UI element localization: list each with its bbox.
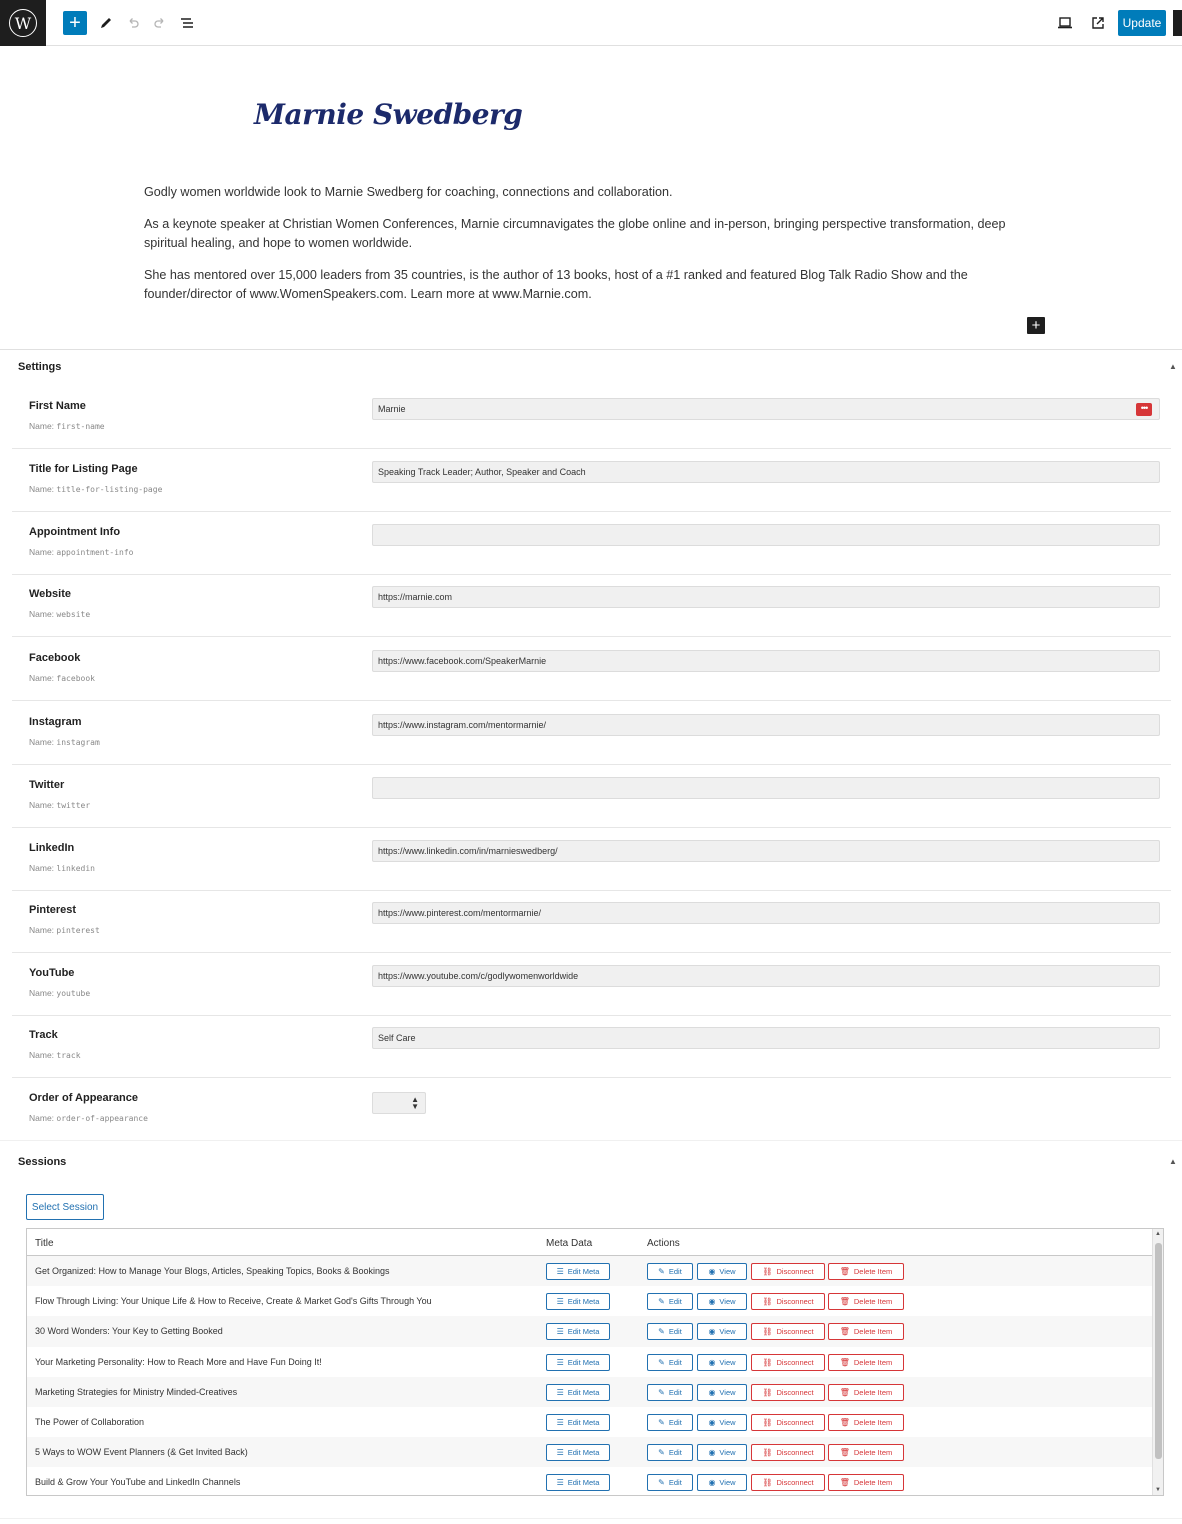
field-row-instagram xyxy=(12,703,1171,765)
field-name-prefix: Name: xyxy=(29,484,55,494)
table-row xyxy=(27,1377,1152,1407)
view-button[interactable] xyxy=(697,1384,747,1401)
field-name-code: website xyxy=(56,610,91,619)
view-button-label: View xyxy=(719,1267,736,1276)
field-name-code: first-name xyxy=(56,422,105,431)
trash-icon: 🗑 xyxy=(839,1448,850,1458)
edit-button-label: Edit xyxy=(668,1387,682,1397)
field-name-code: order-of-appearance xyxy=(56,1114,148,1123)
field-row-twitter xyxy=(12,766,1171,828)
field-name-prefix: Name: xyxy=(29,547,55,557)
disconnect-button-label: Disconnect xyxy=(776,1478,814,1488)
field-name-prefix: Name: xyxy=(29,421,55,431)
trash-icon: 🗑 xyxy=(839,1478,850,1488)
unlink-icon: ⛓ xyxy=(762,1478,773,1488)
edit-meta-button-label: Edit Meta xyxy=(567,1418,600,1427)
column-header-meta: Meta Data xyxy=(546,1238,593,1249)
view-button[interactable] xyxy=(697,1414,747,1431)
content-paragraph[interactable]: Godly women worldwide look to Marnie Swedberg for coaching, connections and collaboration. xyxy=(144,185,673,199)
delete-item-button[interactable] xyxy=(828,1444,904,1461)
database-icon: ☰ xyxy=(556,1418,564,1427)
field-label: Website xyxy=(29,588,71,600)
database-icon: ☰ xyxy=(556,1267,564,1276)
select-session-button[interactable]: Select Session xyxy=(26,1194,104,1220)
field-name-hint xyxy=(29,484,162,494)
eye-icon: ◉ xyxy=(708,1478,716,1488)
disconnect-button-label: Disconnect xyxy=(776,1418,814,1427)
field-row-website xyxy=(12,575,1171,637)
site-title-logo: Marnie Swedberg xyxy=(254,98,523,131)
settings-toggle-button[interactable] xyxy=(1173,10,1182,36)
edit-meta-button-label: Edit Meta xyxy=(567,1387,600,1397)
field-name-prefix: Name: xyxy=(29,1113,55,1123)
edit-meta-button[interactable] xyxy=(546,1474,610,1491)
session-title: Get Organized: How to Manage Your Blogs, Articles, Speaking Topics, Books & Bookings xyxy=(35,1266,390,1276)
view-button[interactable] xyxy=(697,1444,747,1461)
delete-item-button[interactable] xyxy=(828,1263,904,1280)
field-row-appointment-info xyxy=(12,513,1171,575)
session-title: Build & Grow Your YouTube and LinkedIn Channels xyxy=(35,1477,241,1488)
field-label: Title for Listing Page xyxy=(29,463,138,475)
field-row-order-of-appearance xyxy=(12,1079,1171,1141)
edit-meta-button[interactable] xyxy=(546,1323,610,1340)
edit-button-label: Edit xyxy=(668,1297,682,1307)
youtube-input[interactable] xyxy=(372,965,1160,987)
collapse-caret-icon[interactable]: ▲ xyxy=(1169,1157,1177,1166)
field-row-facebook xyxy=(12,639,1171,701)
facebook-input[interactable] xyxy=(372,650,1160,672)
field-row-pinterest xyxy=(12,891,1171,953)
edit-icon: ✎ xyxy=(658,1297,665,1307)
disconnect-button[interactable] xyxy=(751,1414,825,1431)
unlink-icon: ⛓ xyxy=(762,1267,773,1276)
view-button-label: View xyxy=(719,1478,736,1488)
disconnect-button[interactable] xyxy=(751,1444,825,1461)
track-input[interactable] xyxy=(372,1027,1160,1049)
edit-meta-button[interactable] xyxy=(546,1293,610,1310)
twitter-input[interactable] xyxy=(372,777,1160,799)
field-name-code: youtube xyxy=(56,989,91,998)
disconnect-button[interactable] xyxy=(751,1384,825,1401)
website-input[interactable] xyxy=(372,586,1160,608)
database-icon: ☰ xyxy=(556,1387,564,1397)
edit-button[interactable] xyxy=(647,1354,693,1371)
edit-meta-button-label: Edit Meta xyxy=(567,1267,600,1276)
view-button-label: View xyxy=(719,1327,736,1337)
delete-item-button[interactable] xyxy=(828,1414,904,1431)
divider xyxy=(0,1518,1182,1519)
editor-toolbar xyxy=(0,0,1182,46)
edit-button[interactable] xyxy=(647,1474,693,1491)
disconnect-button-label: Disconnect xyxy=(776,1297,814,1307)
field-name-prefix: Name: xyxy=(29,673,55,683)
view-button[interactable] xyxy=(697,1354,747,1371)
table-row xyxy=(27,1347,1152,1377)
edit-meta-button-label: Edit Meta xyxy=(567,1357,600,1367)
table-row xyxy=(27,1437,1152,1467)
plus-icon: + xyxy=(1031,317,1041,334)
field-name-hint xyxy=(29,421,105,431)
view-button-label: View xyxy=(719,1297,736,1307)
eye-icon: ◉ xyxy=(708,1267,716,1276)
delete-item-button-label: Delete Item xyxy=(853,1387,893,1397)
scrollbar-thumb[interactable] xyxy=(1155,1243,1162,1459)
field-name-code: instagram xyxy=(56,738,100,747)
external-link-icon xyxy=(1091,16,1105,30)
edit-button-label: Edit xyxy=(668,1327,682,1337)
disconnect-button-label: Disconnect xyxy=(776,1357,814,1367)
view-post-button[interactable] xyxy=(1086,11,1110,35)
edit-meta-button[interactable] xyxy=(546,1263,610,1280)
view-button-label: View xyxy=(719,1448,736,1458)
scroll-up-icon[interactable]: ▲ xyxy=(1155,1231,1161,1237)
field-name-hint xyxy=(29,609,90,619)
field-row-track xyxy=(12,1016,1171,1078)
field-name-hint xyxy=(29,1050,81,1060)
delete-item-button-label: Delete Item xyxy=(853,1267,893,1276)
eye-icon: ◉ xyxy=(708,1297,716,1307)
edit-button-label: Edit xyxy=(668,1267,682,1276)
sessions-panel-title[interactable]: Sessions xyxy=(18,1156,67,1168)
settings-panel-title[interactable]: Settings xyxy=(18,361,62,373)
edit-meta-button[interactable] xyxy=(546,1444,610,1461)
disconnect-button[interactable] xyxy=(751,1474,825,1491)
content-paragraph[interactable]: She has mentored over 15,000 leaders from 35 countries, is the author of 13 books, host of a #1 ranked and featured Blog Talk Radio Show and the founder/director of www.WomenSpeakers.com. Learn more at www.Marnie.com. xyxy=(144,268,968,301)
delete-item-button[interactable] xyxy=(828,1384,904,1401)
table-row xyxy=(27,1316,1152,1346)
eye-icon: ◉ xyxy=(708,1418,716,1427)
edit-meta-button-label: Edit Meta xyxy=(567,1478,600,1488)
unlink-icon: ⛓ xyxy=(762,1327,773,1337)
eye-icon: ◉ xyxy=(708,1448,716,1458)
linkedin-input[interactable] xyxy=(372,840,1160,862)
edit-meta-button-label: Edit Meta xyxy=(567,1297,600,1307)
disconnect-button-label: Disconnect xyxy=(776,1267,814,1276)
edit-button-label: Edit xyxy=(668,1478,682,1488)
session-title: Your Marketing Personality: How to Reach More and Have Fun Doing It! xyxy=(35,1356,322,1367)
unlink-icon: ⛓ xyxy=(762,1297,773,1307)
field-row-linkedin xyxy=(12,829,1171,891)
field-row-first-name xyxy=(12,387,1171,449)
edit-icon: ✎ xyxy=(658,1267,665,1276)
edit-meta-button-label: Edit Meta xyxy=(567,1448,600,1458)
trash-icon: 🗑 xyxy=(839,1357,850,1367)
redo-button[interactable] xyxy=(148,11,172,35)
edit-button[interactable] xyxy=(647,1323,693,1340)
field-name-code: appointment-info xyxy=(56,548,134,557)
database-icon: ☰ xyxy=(556,1327,564,1337)
pinterest-input[interactable] xyxy=(372,902,1160,924)
field-label: Twitter xyxy=(29,779,65,791)
table-row xyxy=(27,1467,1152,1496)
field-label: YouTube xyxy=(29,967,75,979)
field-label: Appointment Info xyxy=(29,526,121,538)
field-label: Instagram xyxy=(29,716,82,728)
session-title: Flow Through Living: Your Unique Life & How to Receive, Create & Market God's Gifts Through You xyxy=(35,1296,432,1307)
field-name-code: linkedin xyxy=(56,864,95,873)
field-name-prefix: Name: xyxy=(29,609,55,619)
eye-icon: ◉ xyxy=(708,1327,716,1337)
session-title: Marketing Strategies for Ministry Minded-Creatives xyxy=(35,1386,238,1397)
field-name-hint xyxy=(29,737,100,747)
field-name-code: pinterest xyxy=(56,926,100,935)
disconnect-button-label: Disconnect xyxy=(776,1387,814,1397)
disconnect-button-label: Disconnect xyxy=(776,1448,814,1458)
edit-icon: ✎ xyxy=(658,1478,665,1488)
edit-button[interactable] xyxy=(647,1293,693,1310)
disconnect-button[interactable] xyxy=(751,1354,825,1371)
field-name-hint xyxy=(29,800,90,810)
disconnect-button[interactable] xyxy=(751,1293,825,1310)
session-title: 30 Word Wonders: Your Key to Getting Booked xyxy=(35,1326,223,1337)
field-name-code: title-for-listing-page xyxy=(56,485,163,494)
edit-meta-button-label: Edit Meta xyxy=(567,1327,600,1337)
field-name-code: twitter xyxy=(56,801,91,810)
delete-item-button-label: Delete Item xyxy=(853,1418,893,1427)
delete-item-button[interactable] xyxy=(828,1474,904,1491)
disconnect-button[interactable] xyxy=(751,1263,825,1280)
field-name-prefix: Name: xyxy=(29,1050,55,1060)
database-icon: ☰ xyxy=(556,1448,564,1458)
trash-icon: 🗑 xyxy=(839,1327,850,1337)
first-name-input[interactable] xyxy=(372,398,1160,420)
plus-icon: + xyxy=(69,12,81,34)
tools-button[interactable] xyxy=(94,11,118,35)
field-name-hint xyxy=(29,1113,148,1123)
field-name-hint xyxy=(29,863,95,873)
session-title: The Power of Collaboration xyxy=(35,1417,145,1427)
edit-icon: ✎ xyxy=(658,1327,665,1337)
field-row-youtube xyxy=(12,954,1171,1016)
field-name-prefix: Name: xyxy=(29,988,55,998)
edit-meta-button[interactable] xyxy=(546,1414,610,1431)
wordpress-logo-button[interactable] xyxy=(0,0,46,46)
edit-meta-button[interactable] xyxy=(546,1384,610,1401)
update-button[interactable]: Update xyxy=(1118,10,1166,36)
more-options-icon[interactable]: ••• xyxy=(1136,403,1152,416)
view-button[interactable] xyxy=(697,1323,747,1340)
edit-button-label: Edit xyxy=(668,1418,682,1427)
edit-button[interactable] xyxy=(647,1414,693,1431)
field-label: LinkedIn xyxy=(29,842,75,854)
undo-button[interactable] xyxy=(121,11,145,35)
field-name-code: facebook xyxy=(56,674,95,683)
field-name-prefix: Name: xyxy=(29,925,55,935)
add-block-button[interactable] xyxy=(63,11,87,35)
table-row xyxy=(27,1407,1152,1437)
field-name-prefix: Name: xyxy=(29,863,55,873)
order-of-appearance-input[interactable] xyxy=(372,1092,426,1114)
eye-icon: ◉ xyxy=(708,1357,716,1367)
eye-icon: ◉ xyxy=(708,1387,716,1397)
delete-item-button-label: Delete Item xyxy=(853,1478,893,1488)
edit-icon: ✎ xyxy=(658,1357,665,1367)
field-name-code: track xyxy=(56,1051,81,1060)
delete-item-button[interactable] xyxy=(828,1293,904,1310)
field-row-title-for-listing-page xyxy=(12,450,1171,512)
field-label: Order of Appearance xyxy=(29,1092,139,1104)
list-view-icon xyxy=(179,16,195,30)
trash-icon: 🗑 xyxy=(839,1267,850,1276)
view-button[interactable] xyxy=(697,1474,747,1491)
wordpress-icon: W xyxy=(9,9,37,37)
table-header xyxy=(27,1229,1152,1256)
view-button-label: View xyxy=(719,1418,736,1427)
field-name-hint xyxy=(29,925,100,935)
database-icon: ☰ xyxy=(556,1357,564,1367)
delete-item-button-label: Delete Item xyxy=(853,1327,893,1337)
field-label: First Name xyxy=(29,400,86,412)
appointment-info-input[interactable] xyxy=(372,524,1160,546)
field-label: Track xyxy=(29,1029,58,1041)
spinner-icon[interactable]: ▲ ▼ xyxy=(411,1095,419,1111)
inline-add-block-button[interactable] xyxy=(1027,317,1045,334)
divider xyxy=(0,349,1182,350)
view-button[interactable] xyxy=(697,1293,747,1310)
edit-button[interactable] xyxy=(647,1263,693,1280)
field-name-hint xyxy=(29,673,95,683)
delete-item-button-label: Delete Item xyxy=(853,1357,893,1367)
table-row xyxy=(27,1256,1152,1286)
edit-button-label: Edit xyxy=(668,1357,682,1367)
view-button[interactable] xyxy=(697,1263,747,1280)
field-name-hint xyxy=(29,988,90,998)
column-header-title: Title xyxy=(35,1238,54,1249)
unlink-icon: ⛓ xyxy=(762,1418,773,1427)
delete-item-button-label: Delete Item xyxy=(853,1297,893,1307)
unlink-icon: ⛓ xyxy=(762,1357,773,1367)
delete-item-button[interactable] xyxy=(828,1354,904,1371)
collapse-caret-icon[interactable]: ▲ xyxy=(1169,362,1177,371)
session-title: 5 Ways to WOW Event Planners (& Get Invited Back) xyxy=(35,1447,248,1458)
field-label: Pinterest xyxy=(29,904,77,916)
unlink-icon: ⛓ xyxy=(762,1448,773,1458)
instagram-input[interactable] xyxy=(372,714,1160,736)
database-icon: ☰ xyxy=(556,1478,564,1488)
edit-button-label: Edit xyxy=(668,1448,682,1458)
delete-item-button[interactable] xyxy=(828,1323,904,1340)
table-scrollbar[interactable] xyxy=(1152,1229,1163,1495)
trash-icon: 🗑 xyxy=(839,1387,850,1397)
field-label: Facebook xyxy=(29,652,81,664)
edit-icon: ✎ xyxy=(658,1387,665,1397)
divider xyxy=(0,1140,1182,1141)
preview-icon xyxy=(1057,16,1073,30)
scroll-down-icon[interactable]: ▼ xyxy=(1155,1487,1161,1493)
edit-button[interactable] xyxy=(647,1384,693,1401)
field-name-prefix: Name: xyxy=(29,800,55,810)
field-name-hint xyxy=(29,547,133,557)
edit-meta-button[interactable] xyxy=(546,1354,610,1371)
column-header-actions: Actions xyxy=(647,1238,680,1249)
disconnect-button-label: Disconnect xyxy=(776,1327,814,1337)
trash-icon: 🗑 xyxy=(839,1418,850,1427)
edit-button[interactable] xyxy=(647,1444,693,1461)
table-row xyxy=(27,1286,1152,1316)
view-button-label: View xyxy=(719,1387,736,1397)
field-name-prefix: Name: xyxy=(29,737,55,747)
undo-icon xyxy=(126,16,140,30)
preview-button[interactable] xyxy=(1053,11,1077,35)
edit-icon: ✎ xyxy=(658,1448,665,1458)
redo-icon xyxy=(153,16,167,30)
list-view-button[interactable] xyxy=(175,11,199,35)
sessions-table xyxy=(26,1228,1164,1496)
title-for-listing-page-input[interactable] xyxy=(372,461,1160,483)
trash-icon: 🗑 xyxy=(839,1297,850,1307)
view-button-label: View xyxy=(719,1357,736,1367)
pencil-icon xyxy=(99,16,113,30)
content-paragraph[interactable]: As a keynote speaker at Christian Women Conferences, Marnie circumnavigates the globe online and in-person, bringing perspective transformation, deep spiritual healing, and hope to women worldwide. xyxy=(144,217,1006,250)
delete-item-button-label: Delete Item xyxy=(853,1448,893,1458)
unlink-icon: ⛓ xyxy=(762,1387,773,1397)
edit-icon: ✎ xyxy=(658,1418,665,1427)
database-icon: ☰ xyxy=(556,1297,564,1307)
disconnect-button[interactable] xyxy=(751,1323,825,1340)
